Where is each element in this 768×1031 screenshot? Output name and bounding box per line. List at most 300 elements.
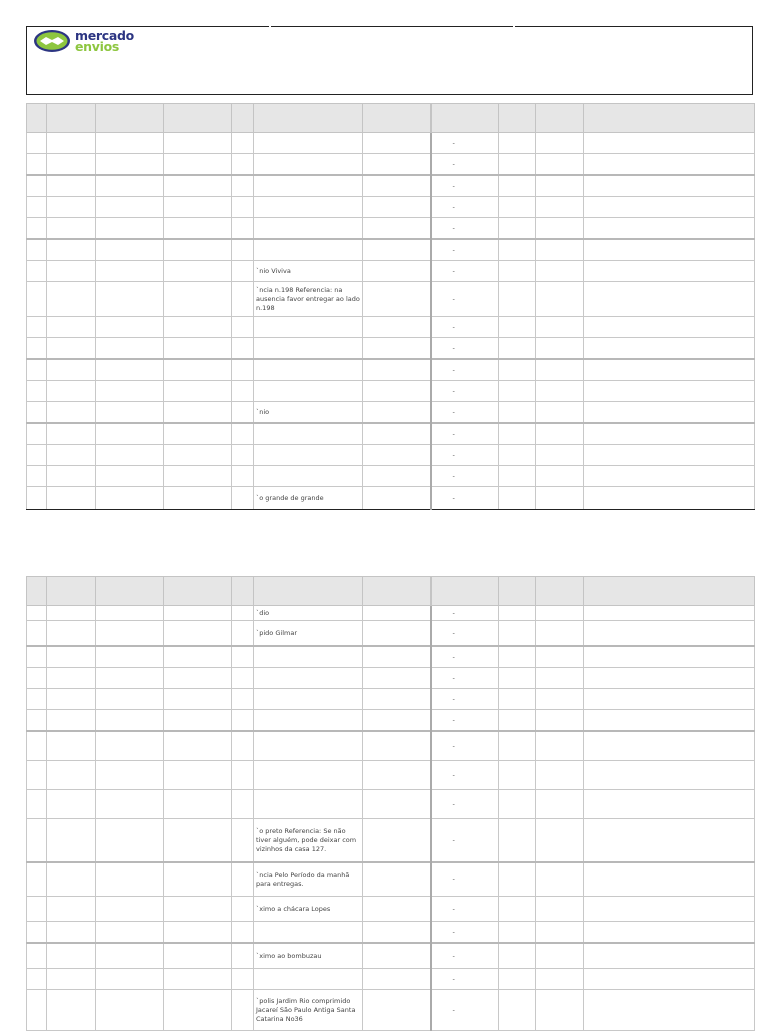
table-cell [232,761,254,790]
table-cell [584,969,755,990]
table-cell [164,175,232,197]
table-cell [47,761,96,790]
mark-cell: - [431,710,499,732]
table-cell [164,761,232,790]
table-row [27,969,755,990]
table-row [27,790,755,819]
table-cell [27,317,47,338]
table-cell [47,338,96,360]
table-cell [536,606,584,621]
table-cell [363,897,431,922]
table-cell [164,710,232,732]
table-cell [164,381,232,402]
table-cell [47,423,96,445]
table-cell [232,862,254,897]
table-cell [27,359,47,381]
table-cell [164,606,232,621]
table-cell [584,338,755,360]
table-cell [584,175,755,197]
table-cell [499,154,536,176]
mark-cell: - [431,445,499,466]
table-cell [499,445,536,466]
table-cell [164,668,232,689]
table-cell [536,487,584,510]
table-cell [47,154,96,176]
table-cell [363,990,431,1031]
table-cell [47,317,96,338]
table-row [27,175,755,197]
table-cell [96,239,164,261]
header-cell [254,104,363,133]
table-cell [584,897,755,922]
table-row [27,862,755,897]
table-cell [536,668,584,689]
table-cell [584,423,755,445]
address-cell: `pido Gilmar [254,621,363,647]
table-cell [27,261,47,282]
table-cell [232,197,254,218]
table-cell [499,922,536,944]
address-cell [254,790,363,819]
shipments-table-1 [26,103,755,510]
table-cell [164,154,232,176]
table-cell [164,133,232,154]
header-cell [232,577,254,606]
label-header-box [26,26,753,95]
mark-cell: - [431,897,499,922]
header-cell [499,104,536,133]
table-cell [232,646,254,668]
mark-cell: - [431,175,499,197]
address-cell: `polis Jardim Rio comprimido Jacareí São Paulo Antiga Santa Catarina No36 [254,990,363,1031]
table-cell [363,402,431,424]
table-row [27,606,755,621]
table-cell [96,381,164,402]
table-cell [536,689,584,710]
table-cell [27,922,47,944]
table-row [27,731,755,761]
table-cell [499,317,536,338]
address-cell [254,239,363,261]
table-cell [363,862,431,897]
address-cell [254,218,363,240]
mark-cell: - [431,668,499,689]
address-cell [254,731,363,761]
table-cell [232,990,254,1031]
table-cell [27,402,47,424]
address-cell: `ncia n.198 Referencia: na ausencia favor entregar ao lado n.198 [254,282,363,317]
table-row [27,423,755,445]
table-cell [232,445,254,466]
table-cell [584,239,755,261]
table-cell [363,317,431,338]
table-cell [584,731,755,761]
header-cell [27,577,47,606]
table-row [27,282,755,317]
address-cell [254,338,363,360]
header-divider [269,21,271,27]
logo-word-top: mercado [75,28,134,43]
table-cell [363,381,431,402]
table-cell [536,239,584,261]
table-cell [232,133,254,154]
table-cell [536,133,584,154]
table-cell [584,990,755,1031]
table-cell [164,689,232,710]
header-cell [431,104,499,133]
table-cell [27,668,47,689]
table-cell [499,218,536,240]
table-cell [363,175,431,197]
table-cell [363,282,431,317]
table-cell [536,710,584,732]
table-cell [363,133,431,154]
header-cell [363,577,431,606]
table-cell [363,819,431,863]
table-cell [164,819,232,863]
address-cell: `o preto Referencia: Se não tiver alguém, pode deixar com vizinhos da casa 127. [254,819,363,863]
table-cell [536,338,584,360]
table-cell [47,621,96,647]
table-cell [232,466,254,487]
table-row [27,819,755,863]
table-cell [164,990,232,1031]
address-cell: `ximo a chácara Lopes [254,897,363,922]
mark-cell: - [431,969,499,990]
header-cell [47,577,96,606]
table-cell [164,261,232,282]
table-cell [536,317,584,338]
table-cell [164,338,232,360]
table-cell [232,317,254,338]
table-cell [232,338,254,360]
table-header-row [27,104,755,133]
table-cell [363,487,431,510]
table-cell [96,423,164,445]
table-cell [536,761,584,790]
table-row [27,445,755,466]
mark-cell: - [431,606,499,621]
table-row [27,943,755,969]
table-row [27,154,755,176]
address-cell [254,466,363,487]
table-cell [499,423,536,445]
table-row [27,646,755,668]
table-cell [96,689,164,710]
table-cell [47,218,96,240]
table-cell [363,668,431,689]
table-cell [232,731,254,761]
table-cell [96,646,164,668]
mercado-envios-logo [33,29,134,53]
table-cell [584,621,755,647]
table-cell [164,317,232,338]
table-cell [363,466,431,487]
header-cell [164,104,232,133]
table-cell [536,790,584,819]
table-cell [232,359,254,381]
table-cell [96,218,164,240]
address-cell [254,646,363,668]
table-cell [499,969,536,990]
table-cell [27,862,47,897]
table-cell [499,197,536,218]
mark-cell: - [431,282,499,317]
table-cell [584,487,755,510]
table-cell [499,689,536,710]
table-cell [27,790,47,819]
table-cell [47,990,96,1031]
header-cell [254,577,363,606]
table-cell [47,862,96,897]
table-cell [232,790,254,819]
table-cell [164,943,232,969]
table-row [27,239,755,261]
table-cell [96,133,164,154]
table-cell [47,668,96,689]
table-cell [232,154,254,176]
header-divider [513,21,515,27]
table-cell [536,466,584,487]
table-cell [232,487,254,510]
table-cell [232,261,254,282]
table-cell [96,197,164,218]
table-row [27,761,755,790]
table-row [27,338,755,360]
table-cell [232,218,254,240]
table-cell [363,943,431,969]
table-cell [27,239,47,261]
mark-cell: - [431,338,499,360]
header-cell [47,104,96,133]
table-cell [47,133,96,154]
table-cell [96,897,164,922]
table-cell [232,175,254,197]
table-cell [584,381,755,402]
table-cell [232,402,254,424]
table-cell [363,239,431,261]
table-cell [363,646,431,668]
table-cell [584,317,755,338]
table-cell [499,487,536,510]
table-cell [27,621,47,647]
table-cell [96,466,164,487]
table-row [27,621,755,647]
table-row [27,317,755,338]
table-cell [232,621,254,647]
mark-cell: - [431,239,499,261]
table-cell [536,990,584,1031]
address-cell [254,761,363,790]
mark-cell: - [431,922,499,944]
table-cell [27,943,47,969]
header-cell [536,577,584,606]
mark-cell: - [431,819,499,863]
table-cell [164,359,232,381]
table-cell [232,239,254,261]
header-cell [584,577,755,606]
table-cell [47,943,96,969]
address-cell: `ximo ao bombuzau [254,943,363,969]
header-cell [431,577,499,606]
table-cell [536,359,584,381]
table-cell [164,487,232,510]
table-cell [584,154,755,176]
table-cell [584,943,755,969]
header-cell [499,577,536,606]
table-row [27,381,755,402]
table-cell [499,790,536,819]
table-cell [536,646,584,668]
table-cell [27,819,47,863]
table-cell [27,381,47,402]
table-row [27,897,755,922]
table-cell [27,154,47,176]
mark-cell: - [431,261,499,282]
table-cell [363,761,431,790]
table-cell [47,922,96,944]
table-cell [584,466,755,487]
table-cell [27,897,47,922]
table-cell [96,154,164,176]
table-cell [27,646,47,668]
table-cell [584,689,755,710]
table-cell [27,969,47,990]
table-cell [96,668,164,689]
table-cell [164,282,232,317]
table-cell [47,282,96,317]
table-cell [584,359,755,381]
table-cell [27,710,47,732]
address-cell [254,710,363,732]
table-cell [363,338,431,360]
table-row [27,710,755,732]
mark-cell: - [431,466,499,487]
mark-cell: - [431,689,499,710]
table-cell [584,133,755,154]
table-cell [27,423,47,445]
table-row [27,218,755,240]
table-row [27,689,755,710]
table-cell [47,239,96,261]
address-cell [254,317,363,338]
table-row [27,487,755,510]
table-cell [584,218,755,240]
table-row [27,990,755,1031]
table-row [27,466,755,487]
table-cell [96,359,164,381]
address-cell: `o grande de grande [254,487,363,510]
table-cell [363,423,431,445]
table-cell [47,359,96,381]
table-cell [232,689,254,710]
table-cell [584,606,755,621]
table-cell [536,819,584,863]
table-cell [499,338,536,360]
table-cell [499,862,536,897]
mark-cell: - [431,154,499,176]
table-cell [96,943,164,969]
table-cell [232,922,254,944]
table-cell [27,466,47,487]
table-cell [536,969,584,990]
table-cell [47,710,96,732]
table-cell [96,731,164,761]
table-cell [499,282,536,317]
table-cell [96,761,164,790]
address-cell: `dio [254,606,363,621]
table-cell [536,897,584,922]
table-cell [27,282,47,317]
table-cell [96,317,164,338]
table-cell [363,731,431,761]
table-cell [499,381,536,402]
mark-cell: - [431,218,499,240]
table-cell [584,710,755,732]
table-cell [164,466,232,487]
table-cell [164,646,232,668]
table-cell [164,897,232,922]
table-cell [499,239,536,261]
table-cell [499,819,536,863]
table-cell [584,197,755,218]
address-cell [254,445,363,466]
table-cell [96,445,164,466]
table-row [27,402,755,424]
header-cell [363,104,431,133]
table-cell [96,402,164,424]
logo-word-bottom: envios [75,39,120,54]
table-cell [584,668,755,689]
table-cell [164,790,232,819]
address-cell [254,359,363,381]
table-cell [363,969,431,990]
table-cell [536,922,584,944]
mark-cell: - [431,197,499,218]
table-cell [584,761,755,790]
mark-cell: - [431,133,499,154]
table-cell [584,819,755,863]
table-cell [27,197,47,218]
table-cell [363,621,431,647]
table-cell [584,646,755,668]
table-cell [536,381,584,402]
table-cell [499,731,536,761]
header-cell [96,104,164,133]
table-cell [232,819,254,863]
table-cell [164,239,232,261]
header-cell [96,577,164,606]
table-cell [363,790,431,819]
table-cell [499,710,536,732]
table-cell [47,487,96,510]
mark-cell: - [431,402,499,424]
table-cell [96,990,164,1031]
table-cell [584,862,755,897]
table-cell [584,282,755,317]
table-cell [164,922,232,944]
table-cell [536,445,584,466]
table-cell [164,862,232,897]
table-cell [47,466,96,487]
mark-cell: - [431,621,499,647]
address-cell [254,423,363,445]
table-cell [499,175,536,197]
table-cell [584,445,755,466]
table-cell [232,668,254,689]
table-cell [47,731,96,761]
table-cell [536,423,584,445]
